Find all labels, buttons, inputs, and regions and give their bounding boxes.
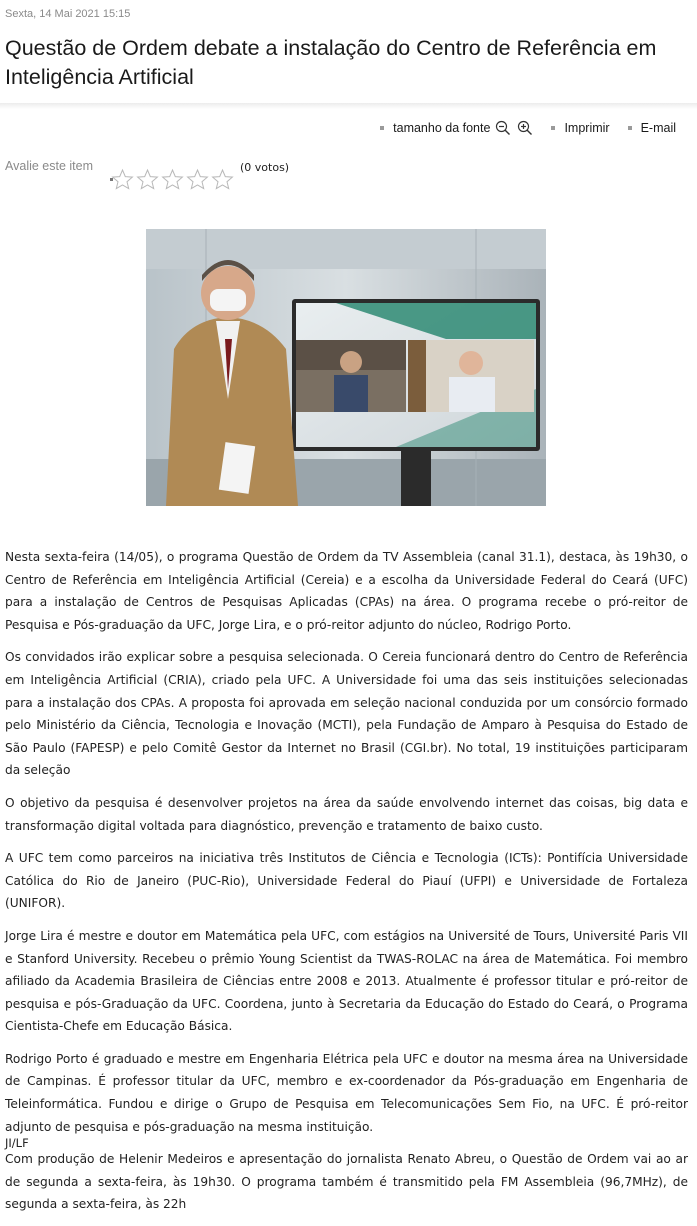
- article-title: Questão de Ordem debate a instalação do Centro de Referência em Inteligência Artificial: [5, 36, 657, 89]
- star-icon-3[interactable]: [160, 168, 185, 190]
- article-photo: [146, 229, 546, 506]
- print-link[interactable]: Imprimir: [564, 121, 610, 135]
- paragraph-1: Nesta sexta-feira (14/05), o programa Questão de Ordem da TV Assembleia (canal 31.1), destaca, às 19h30, o Centro de Referência em Inteligência Artificial (Cereia) e a escolha da Universidade Federal do Ceará (UFC) para a instalação de Centros de Pesquisas Aplicadas (CPAs) na área. O programa recebe o pró-reitor de Pesquisa e Pós-graduação da UFC, Jorge Lira, e o pró-reitor adjunto do núcleo, Rodrigo Porto.: [5, 550, 688, 632]
- header-divider: [0, 103, 697, 109]
- article-body: [5, 546, 688, 1226]
- zoom-out-icon[interactable]: [495, 120, 511, 136]
- font-size-label: tamanho da fonte: [393, 121, 491, 135]
- paragraph-5: Jorge Lira é mestre e doutor em Matemática pela UFC, com estágios na Université de Tours, Université Paris VII e Stanford University. Recebeu o prêmio Young Scientist da TWAS-ROLAC na área de Matemática. Foi membro afiliado da Academia Brasileira de Ciências entre 2008 e 2013. Atualmente é professor titular e pró-reitor de pesquisa e pós-Graduação da UFC. Coordena, junto à Secretaria da Educação do Estado do Ceará, o Programa Cientista-Chefe em Educação Básica.: [5, 928, 688, 1034]
- email-link[interactable]: E-mail: [640, 121, 676, 135]
- bullet-icon: [551, 126, 555, 130]
- vote-count: (0 votos): [240, 161, 290, 174]
- article-date: Sexta, 14 Mai 2021 15:15: [5, 8, 131, 20]
- paragraph-6: Rodrigo Porto é graduado e mestre em Engenharia Elétrica pela UFC e doutor na mesma área na Universidade de Campinas. É professor titular da UFC, membro e ex-coordenador da Pós-graduação em Engenharia de Teleinformática. Fundou e dirige o Grupo de Pesquisa em Telecomunicações Sem Fio, na UFC. É pró-reitor adjunto de pesquisa e pós-graduação na mesma instituição.: [5, 1051, 688, 1134]
- bullet-icon: [380, 126, 384, 130]
- paragraph-2: Os convidados irão explicar sobre a pesquisa selecionada. O Cereia funcionará dentro do Centro de Referência em Inteligência Artificial (CRIA), criado pela UFC. A Universidade foi uma das seis instituições selecionadas para a instalação dos CPAs. A proposta foi aprovada em seleção nacional conduzida por um consórcio formado pelo Ministério da Ciência, Tecnologia e Inovação (MCTI), pela Fundação de Amparo à Pesquisa do Estado de São Paulo (FAPESP) e pelo Comitê Gestor da Internet no Brasil (CGI.br). No total, 19 instituições participaram da seleção: [5, 650, 688, 778]
- article-toolbar: [380, 120, 676, 136]
- paragraph-4: A UFC tem como parceiros na iniciativa três Institutos de Ciência e Tecnologia (ICTs): Pontifícia Universidade Católica do Rio de Janeiro (PUC-Rio), Universidade Federal do Piauí (UFPI) e Universidade de Fortaleza (UNIFOR).: [5, 851, 688, 911]
- article-signoff: JI/LF: [5, 1136, 29, 1150]
- rating-label: Avalie este item: [5, 159, 94, 173]
- bullet-icon: [628, 126, 632, 130]
- star-icon-2[interactable]: [135, 168, 160, 190]
- zoom-in-icon[interactable]: [517, 120, 533, 136]
- paragraph-7: Com produção de Helenir Medeiros e apresentação do jornalista Renato Abreu, o Questão de Ordem vai ao ar de segunda a sexta-feira, às 19h30. O programa também é transmitido pela FM Assembleia (96,7MHz), de segunda a sexta-feira, às 22h: [5, 1152, 688, 1212]
- star-rating: [110, 168, 235, 190]
- star-icon-5[interactable]: [210, 168, 235, 190]
- star-icon-4[interactable]: [185, 168, 210, 190]
- star-icon-1[interactable]: [110, 168, 135, 190]
- paragraph-3: O objetivo da pesquisa é desenvolver projetos na área da saúde envolvendo internet das coisas, big data e transformação digital voltada para diagnóstico, prevenção e tratamento de baixo custo.: [5, 795, 688, 833]
- bullet-icon: [110, 178, 113, 181]
